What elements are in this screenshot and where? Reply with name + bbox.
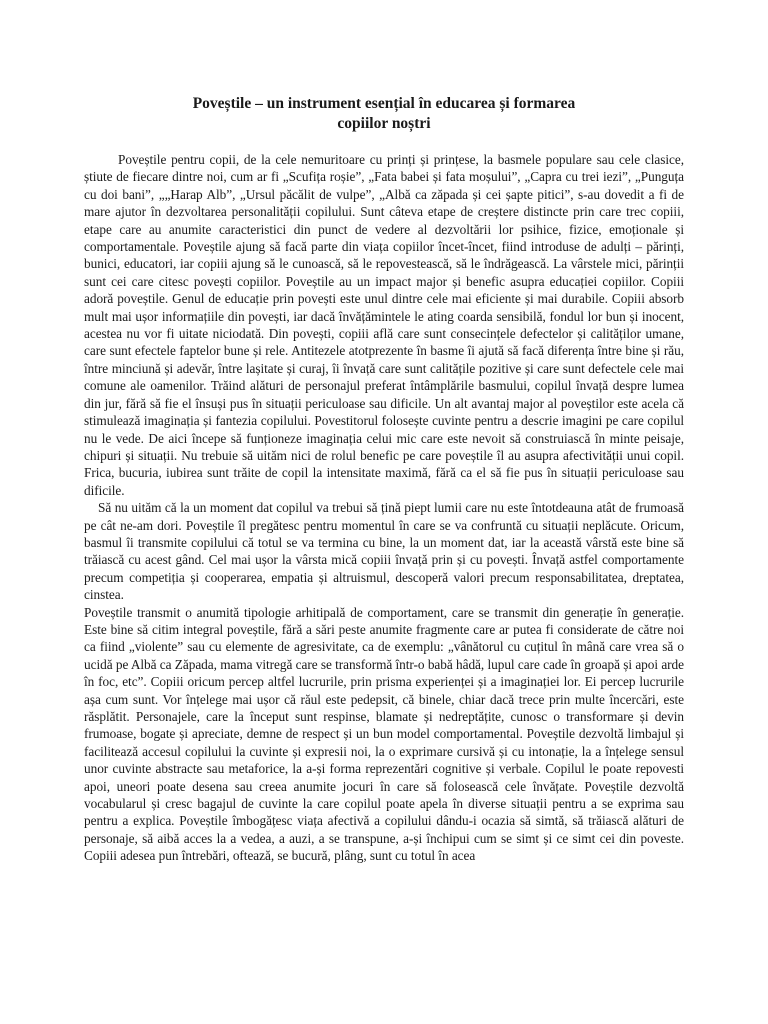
paragraph-2: Să nu uităm că la un moment dat copilul va trebui să țină piept lumii care nu este întotdeauna atât de frumoasă pe cât ne-am dori. Poveștile îl pregătesc pentru momentul în care se va confruntă cu situații neplăcute. Oricum, basmul îi transmite copilului că totul se va termina cu bine, la un moment dat, iar la această vârstă este bine să trăiască cu acest gând. Cel mai ușor la vârsta mică copiii învață prin și cu povești. Învață astfel comportamente precum competiția și cooperarea, empatia și altruismul, descoperă valori precum responsabilitatea, dreptatea, cinstea.	[84, 500, 684, 603]
title-line-2: copiilor noștri	[337, 115, 431, 132]
document-page	[84, 94, 684, 865]
paragraph-3: Poveștile transmit o anumită tipologie arhitipală de comportament, care se transmit din generație în generație. Este bine să citim integral poveștile, fără a sări peste anumite fragmente care ar putea fi considerate de către noi ca fiind „violente” sau cu elemente de agresivitate, ca de exemplu: „vânătorul cu cuțitul în mână care vrea să o ucidă pe Albă ca Zăpada, mama vitregă care se transformă într-o babă hâdă, lupul care cade în groapă și apoi arde în foc, etc”. Copiii oricum percep altfel lucrurile, prin prisma experienței și a imaginației lor. Ei percep lucrurile așa cum sunt. Vor înțelege mai ușor că răul este pedepsit, că binele, chiar dacă trece prin multe încercări, este răsplătit. Personajele, care la început sunt respinse, blamate și nedreptățite, cunosc o transformare și devin frumoase, bogate și apreciate, demne de respect și un bun model comportamental. Poveștile dezvoltă limbajul și facilitează accesul copilului la cuvinte și expresii noi, la o exprimare cursivă și cu intonație, la a înțelege sensul unor cuvinte abstracte sau metaforice, la a-și forma reprezentări cognitive și verbale. Copilul le poate repovesti apoi, uneori poate desena sau creea anumite jocuri în care să folosească cele învățate. Poveștile dezvoltă vocabularul și cresc bagajul de cuvinte la care copilul poate apela în diverse situații pentru a se exprima sau pentru a explica. Poveștile îmbogățesc viața afectivă a copilului dându-i ocazia să simtă, să trăiască alături de personaje, să aibă acces la a vedea, a auzi, a se transpune, a-și închipui cum se simt și ce simt cei din poveste. Copiii adesea pun întrebări, oftează, se bucură, plâng, sunt cu totul în acea	[84, 604, 684, 864]
title-line-1: Poveștile – un instrument esențial în educarea și formarea	[192, 95, 576, 112]
paragraph-1: Poveștile pentru copii, de la cele nemuritoare cu prinți și prințese, la basmele populare sau cele clasice, știute de fiecare dintre noi, cum ar fi „Scufița roșie”, „Fata babei și fata moșului”, „Capra cu trei iezi”, „Punguța cu doi bani”, „„Harap Alb”, „Ursul păcălit de vulpe”, „Albă ca zăpada și cei șapte pitici”, s-au dovedit a fi de mare ajutor în dezvoltarea personalității copilului. Sunt câteva etape de creștere distincte prin care trec copiii, etape care au anumite caracteristici din punct de vedere al dezvoltării lor psihice, fizice, emoționale și comportamentale. Poveștile ajung să facă parte din viața copiilor încet-încet, fiind introduse de adulți – părinți, bunici, educatori, iar copiii ajung să le cunoască, să le repovestească, să le îndrăgească. La vârstele mici, părinții sunt cei care citesc povești copiilor. Poveștile au un impact major și benefic asupra educației copiilor. Copiii adoră poveștile. Genul de educație prin povești este unul dintre cele mai eficiente și mai durabile. Copiii absorb mult mai ușor informațiile din povești, iar dacă învățămintele le ating coarda sensibilă, fondul lor bun și inocent, acestea nu vor fi uitate niciodată. Din povești, copiii află care sunt consecințele defectelor și calităților umane, care sunt efectele faptelor bune și rele. Antitezele atotprezente în basme îi ajută să facă diferența între bine și rău, între minciună și adevăr, între lașitate și curaj, îi învață care sunt calitățile pozitive și care sunt defectele cele mai comune ale oamenilor. Trăind alături de personajul preferat întâmplările basmului, copilul învață despre lumea din jur, fără să fie el însuși pus în situații periculoase sau dificile. Un alt avantaj major al poveștilor este acela că stimulează imaginația și fantezia copilului. Povestitorul folosește cuvinte pentru a descrie imagini pe care copilul nu le vede. De aici începe să funționeze imaginația celui mic care este nevoit să construiască în minte peisaje, chipuri și situații. Nu trebuie să uităm nici de rolul benefic pe care poveștile îl au asupra afectivității unui copil. Frica, bucuria, iubirea sunt trăite de copil la intensitate maximă, fără ca el să fie pus în situații periculoase sau dificile.	[84, 152, 684, 498]
document-title	[84, 94, 684, 134]
